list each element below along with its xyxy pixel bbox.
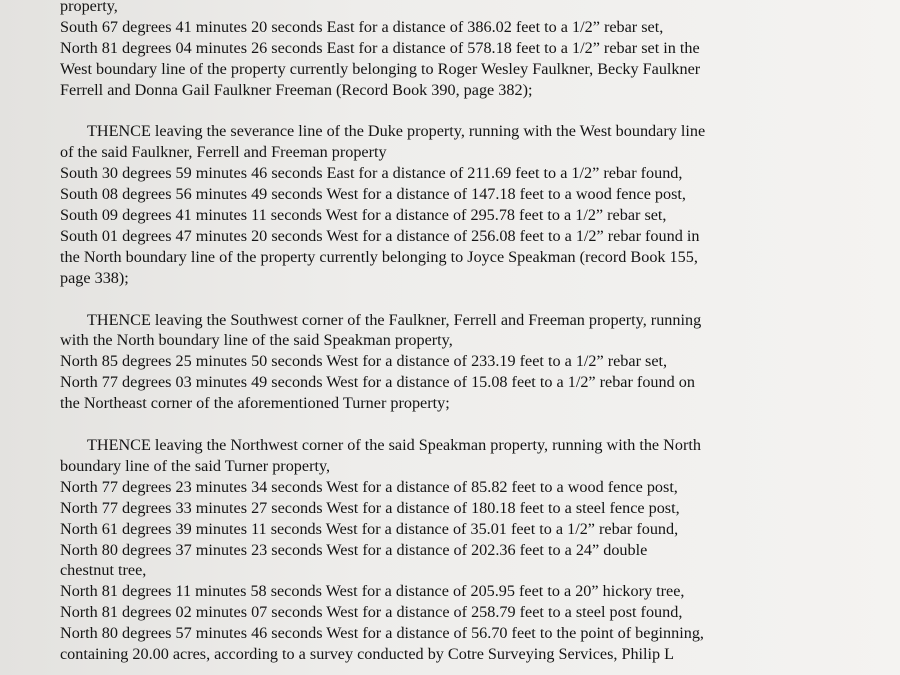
paragraph-gap	[60, 414, 820, 435]
legal-description-text	[60, 0, 820, 665]
text-line: North 81 degrees 11 minutes 58 seconds West for a distance of 205.95 feet to a 20” hickory tree,	[60, 582, 685, 601]
text-line: THENCE leaving the Southwest corner of the Faulkner, Ferrell and Freeman property, running	[87, 310, 702, 329]
text-line: North 80 degrees 37 minutes 23 seconds West for a distance of 202.36 feet to a 24” double	[60, 540, 648, 559]
text-line: the North boundary line of the property currently belonging to Joyce Speakman (record Book 155,	[60, 247, 698, 266]
text-line: the Northeast corner of the aforementioned Turner property;	[60, 394, 450, 413]
text-line: Ferrell and Donna Gail Faulkner Freeman (Record Book 390, page 382);	[60, 80, 533, 99]
text-line: with the North boundary line of the said Speakman property,	[60, 331, 453, 350]
text-line: property,	[60, 0, 118, 15]
text-line: North 77 degrees 03 minutes 49 seconds West for a distance of 15.08 feet to a 1/2” rebar found on	[60, 373, 695, 392]
text-line: of the said Faulkner, Ferrell and Freeman property	[60, 143, 387, 162]
text-line: North 81 degrees 04 minutes 26 seconds East for a distance of 578.18 feet to a 1/2” rebar set in the	[60, 38, 700, 57]
text-line: North 77 degrees 23 minutes 34 seconds West for a distance of 85.82 feet to a wood fence post,	[60, 477, 678, 496]
paragraph-3	[60, 310, 820, 415]
text-line: chestnut tree,	[60, 561, 147, 580]
text-line: South 30 degrees 59 minutes 46 seconds East for a distance of 211.69 feet to a 1/2” rebar found,	[60, 164, 683, 183]
text-line: North 81 degrees 02 minutes 07 seconds West for a distance of 258.79 feet to a steel post found,	[60, 603, 683, 622]
text-line: South 08 degrees 56 minutes 49 seconds West for a distance of 147.18 feet to a wood fence post,	[60, 185, 686, 204]
text-line: North 80 degrees 57 minutes 46 seconds West for a distance of 56.70 feet to the point of beginning,	[60, 624, 704, 643]
text-line: South 67 degrees 41 minutes 20 seconds East for a distance of 386.02 feet to a 1/2” rebar set,	[60, 17, 664, 36]
text-line: South 09 degrees 41 minutes 11 seconds West for a distance of 295.78 feet to a 1/2” rebar set,	[60, 206, 667, 225]
paragraph-2	[60, 121, 820, 288]
text-line: North 61 degrees 39 minutes 11 seconds West for a distance of 35.01 feet to a 1/2” rebar found,	[60, 519, 679, 538]
paragraph-gap	[60, 101, 820, 122]
text-line: THENCE leaving the Northwest corner of the said Speakman property, running with the North	[87, 435, 701, 454]
text-line: North 77 degrees 33 minutes 27 seconds West for a distance of 180.18 feet to a steel fence post,	[60, 498, 680, 517]
text-line: containing 20.00 acres, according to a survey conducted by Cotre Surveying Services, Philip L	[60, 645, 675, 664]
paragraph-gap	[60, 289, 820, 310]
paragraph-4	[60, 435, 820, 665]
text-line: West boundary line of the property currently belonging to Roger Wesley Faulkner, Becky Faulkner	[60, 59, 701, 78]
text-line: page 338);	[60, 268, 129, 287]
paragraph-1	[60, 0, 820, 101]
text-line: boundary line of the said Turner property,	[60, 456, 331, 475]
text-line: North 85 degrees 25 minutes 50 seconds West for a distance of 233.19 feet to a 1/2” rebar set,	[60, 352, 668, 371]
text-line: THENCE leaving the severance line of the Duke property, running with the West boundary line	[87, 122, 706, 141]
text-line: South 01 degrees 47 minutes 20 seconds West for a distance of 256.08 feet to a 1/2” rebar found in	[60, 226, 700, 245]
